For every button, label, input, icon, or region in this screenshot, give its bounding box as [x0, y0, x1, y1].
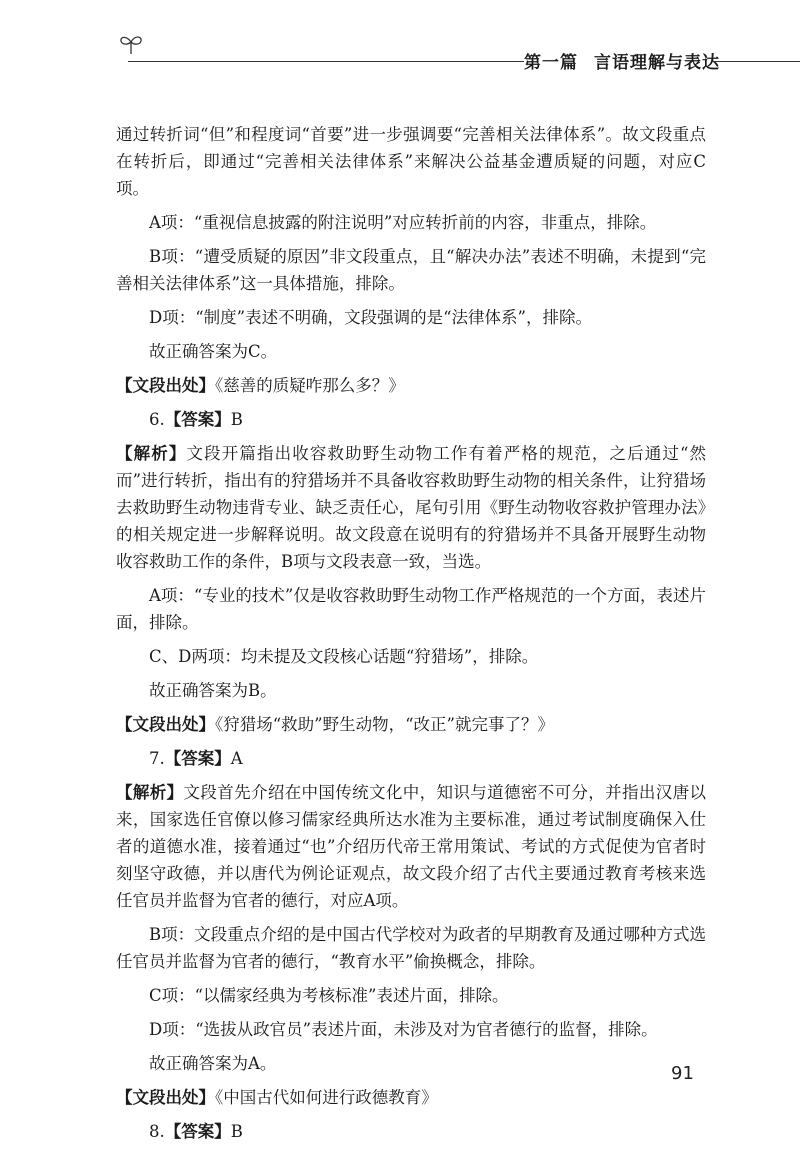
- answer-value: B: [230, 1122, 243, 1141]
- source-label: 【文段出处】: [116, 376, 215, 395]
- analysis-label: 【解析】: [116, 444, 187, 463]
- analysis-label: 【解析】: [116, 783, 184, 802]
- page-number: 91: [671, 1063, 694, 1084]
- answer-line: [116, 745, 706, 772]
- answer-value: A: [230, 749, 243, 768]
- source-label: 【文段出处】: [116, 715, 215, 734]
- paragraph-text: D项：“选拔从政官员”表述片面，未涉及对为官者德行的监督，排除。: [149, 1020, 658, 1039]
- paragraph-text: A项：“专业的技术”仅是收容救助野生动物工作严格规范的一个方面，表述片面，排除。: [116, 586, 706, 632]
- paragraph-text: C、D两项：均未提及文段核心话题“狩猎场”，排除。: [149, 647, 539, 666]
- section-part: 第一篇: [524, 53, 578, 73]
- paragraph-text: 故正确答案为A。: [149, 1054, 277, 1073]
- section-name: 言语理解与表达: [594, 53, 720, 73]
- paragraph: [116, 643, 706, 670]
- answer-label: 【答案】: [164, 749, 231, 768]
- paragraph: [116, 982, 706, 1009]
- answer-line: [116, 1118, 706, 1145]
- paragraph-text: D项：“制度”表述不明确，文段强调的是“法律体系”，排除。: [149, 308, 592, 327]
- paragraph-text: A项：“重视信息披露的附注说明”对应转折前的内容，非重点，排除。: [149, 213, 657, 232]
- source-line: [116, 372, 706, 399]
- paragraph: [116, 1016, 706, 1043]
- source-label: 【文段出处】: [116, 1088, 215, 1107]
- source-line: [116, 711, 706, 738]
- question-number: 8.: [149, 1122, 165, 1141]
- source-text: 《狩猎场“救助”野生动物，“改正”就完事了？》: [215, 715, 554, 734]
- header-rule-right: [712, 61, 800, 62]
- paragraph: [116, 921, 706, 975]
- paragraph: [116, 1050, 706, 1077]
- analysis-paragraph: [116, 779, 706, 914]
- source-line: [116, 1084, 706, 1111]
- paragraph-text: C项：“以儒家经典为考核标准”表述片面，排除。: [149, 986, 509, 1005]
- question-number: 7.: [149, 749, 165, 768]
- paragraph: [116, 243, 706, 297]
- paragraph: [116, 677, 706, 704]
- paragraph-text: 通过转折词“但”和程度词“首要”进一步强调要“完善相关法律体系”。故文段重点在转折后，即通过“完善相关法律体系”来解决公益基金遭质疑的问题，对应C项。: [116, 125, 706, 198]
- paragraph: [116, 582, 706, 636]
- source-text: 《慈善的质疑咋那么多？》: [215, 376, 405, 395]
- question-number: 6.: [149, 410, 165, 429]
- answer-label: 【答案】: [164, 1122, 231, 1141]
- answer-line: [116, 406, 706, 433]
- paragraph-text: 故正确答案为B。: [149, 681, 277, 700]
- analysis-text: 文段开篇指出收容救助野生动物工作有着严格的规范，之后通过“然而”进行转折，指出有的狩猎场并不具备收容救助野生动物的相关条件，让狩猎场去救助野生动物违背专业、缺乏责任心，尾句引用《野生动物收容救护管理办法》的相关规定进一步解释说明。故文段意在说明有的狩猎场并不具备开展野生动物收容救助工作的条件，B项与文段表意一致，当选。: [116, 444, 707, 571]
- section-title: [524, 48, 720, 73]
- paragraph: [116, 209, 706, 236]
- analysis-text: 文段首先介绍在中国传统文化中，知识与道德密不可分，并指出汉唐以来，国家选任官僚以修习儒家经典所达水准为主要标准，通过考试制度确保入仕者的道德水准，接着通过“也”介绍历代帝王常用策试、考试的方式促使为官者时刻坚守政德，并以唐代为例论证观点，故文段介绍了古代主要通过教育考核来选任官员并监督为官者的德行，对应A项。: [116, 783, 707, 910]
- paragraph-text: 故正确答案为C。: [149, 342, 278, 361]
- leaf-sprout-icon: [118, 32, 144, 56]
- paragraph: [116, 338, 706, 365]
- paragraph: [116, 304, 706, 331]
- answer-label: 【答案】: [164, 410, 231, 429]
- paragraph-text: B项：文段重点介绍的是中国古代学校对为政者的早期教育及通过哪种方式选任官员并监督为官者的德行，“教育水平”偷换概念，排除。: [116, 925, 706, 971]
- header-rule-left: [128, 61, 524, 62]
- answer-value: B: [230, 410, 243, 429]
- source-text: 《中国古代如何进行政德教育》: [215, 1088, 438, 1107]
- page-header: [112, 30, 800, 74]
- analysis-paragraph: [116, 440, 706, 575]
- paragraph: [116, 121, 706, 202]
- answer-explanation-body: [116, 121, 706, 1152]
- paragraph-text: B项：“遭受质疑的原因”非文段重点，且“解决办法”表述不明确，未提到“完善相关法律体系”这一具体措施，排除。: [116, 247, 706, 293]
